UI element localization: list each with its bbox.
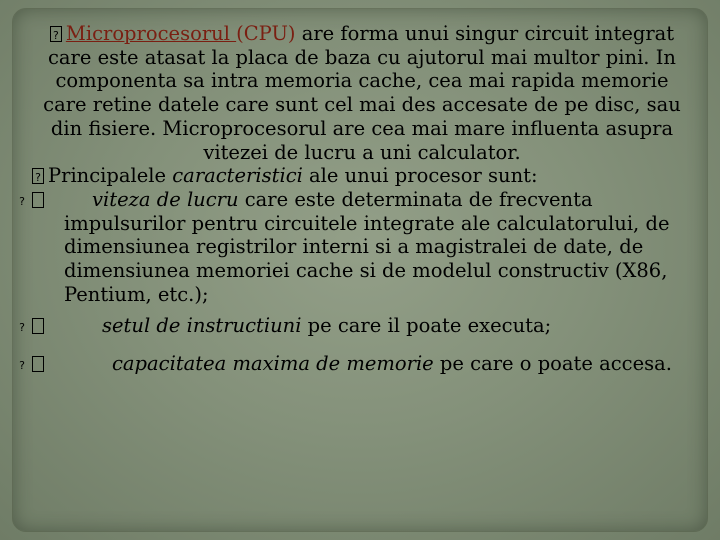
cpu-description-text: are forma unui singur circuit integrat care este atasat la placa de baza cu ajutorul mai multor pini. In componenta sa intra memoria cache, cea mai rapida memorie care retine datele care sunt cel mai des accesate de pe disc, sau din fisiere. Microprocesorul are cea mai mare influenta asupra vitezei de lucru a uni calculator.: [43, 22, 681, 164]
item-term: capacitatea maxima de memorie: [112, 352, 434, 376]
bullet-icon: [32, 356, 44, 372]
item-text: pe care o poate accesa.: [433, 352, 672, 376]
bullet-icon: [50, 26, 62, 42]
term-caracteristici: caracteristici: [172, 164, 303, 188]
list-item: [32, 188, 692, 307]
term-cpu: (CPU): [236, 22, 296, 45]
bullet-icon: [32, 318, 44, 334]
paragraph-cpu-description: [32, 22, 692, 164]
list-item: [32, 314, 692, 338]
item-term: viteza de lucru: [92, 187, 239, 211]
term-microprocesorul: Microprocesorul: [65, 22, 237, 45]
paragraph-characteristics: ?Principalele caracteristici ale unui procesor sunt:: [32, 164, 692, 188]
item-text: care este determinata de frecventa impulsurilor pentru circuitele integrate ale calculatorului, de dimensiunea registrilor interni si a magistralei de date, de dimensiunea memoriei cache si de modelul constructiv (X86, Pentium, etc.);: [64, 187, 670, 306]
slide-content: [32, 22, 692, 376]
bullet-icon: [32, 192, 44, 208]
item-text: pe care il poate executa;: [301, 314, 552, 338]
list-item: [32, 352, 692, 376]
bullet-icon: [32, 168, 44, 184]
item-term: setul de instructiuni: [102, 314, 302, 338]
